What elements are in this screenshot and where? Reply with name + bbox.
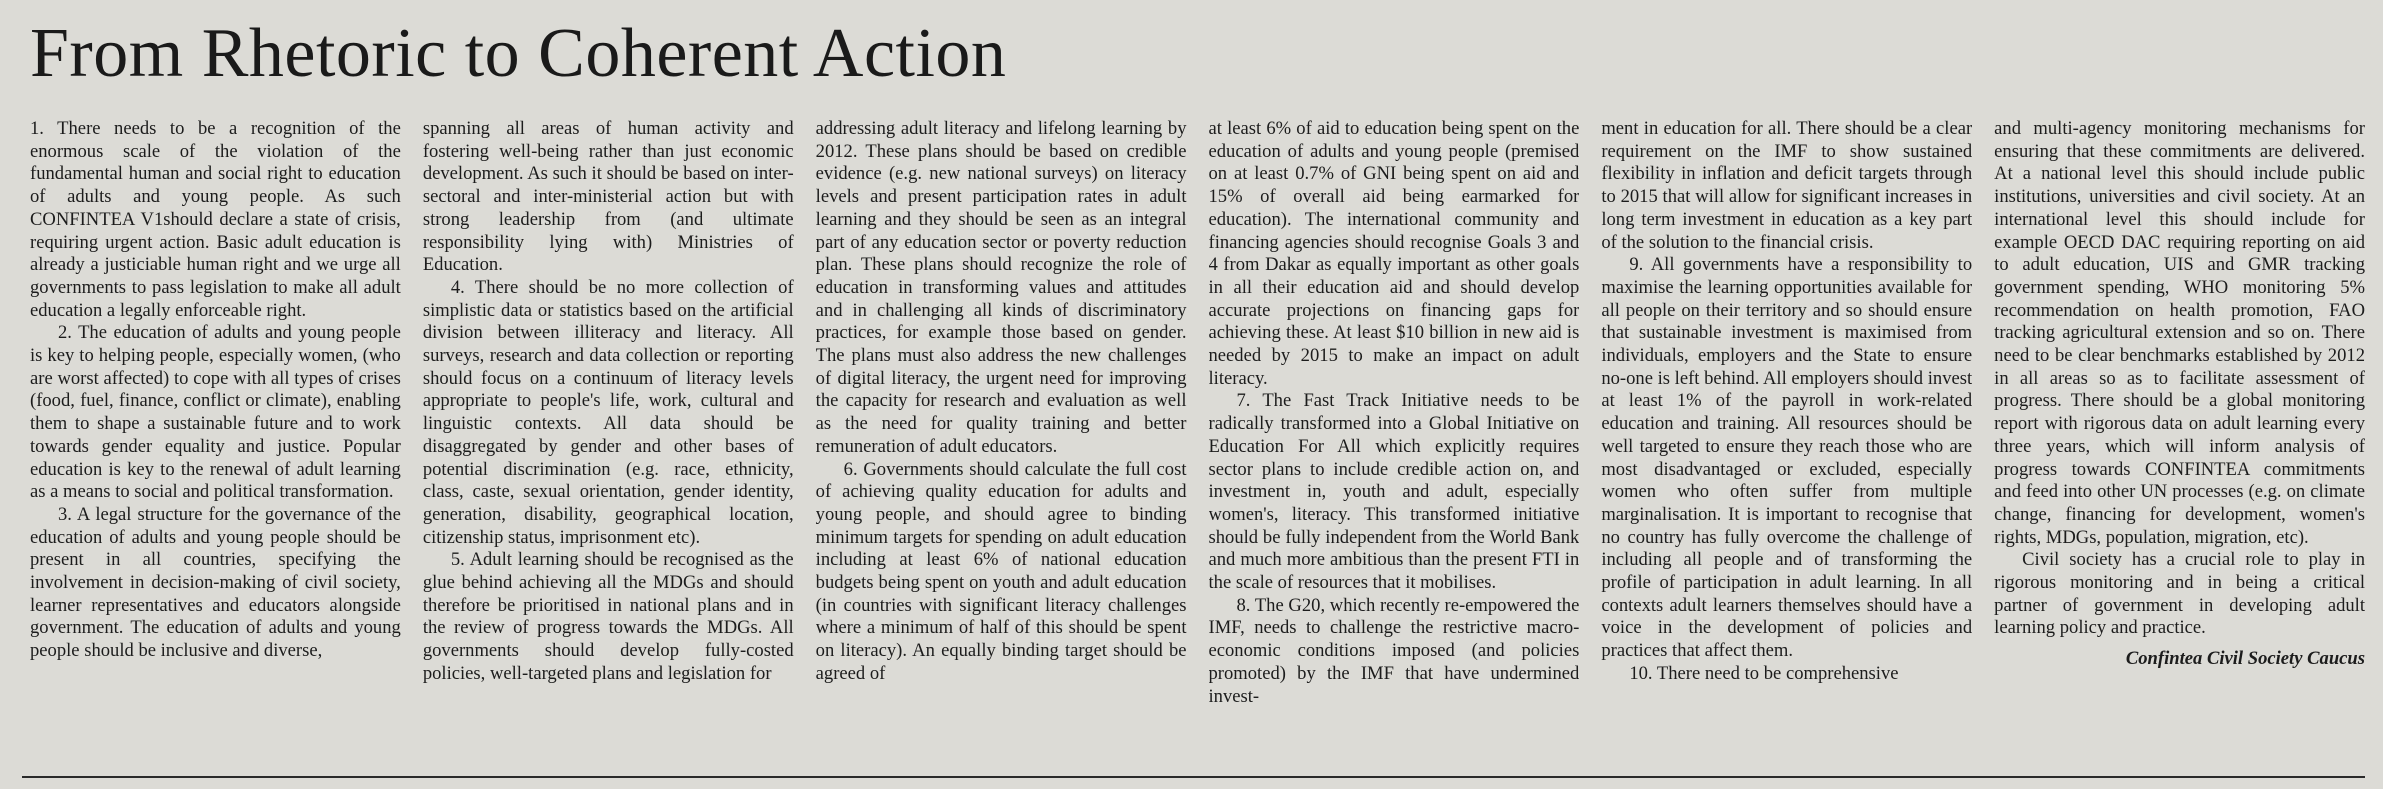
paragraph: 8. The G20, which recently re-empowered the IMF, needs to challenge the restrictive macro-economic conditions imposed (and policies promoted) by the IMF that have undermined invest- xyxy=(1208,594,1580,707)
paragraph: 9. All governments have a responsibility to maximise the learning opportunities available for all people on their territory and so should ensure that sustainable investment is maximised from individuals, employers and the State to ensure no-one is left behind. All employers should invest at least 1% of the payroll in work-related education and training. All resources should be well targeted to ensure they reach those who are most disadvantaged or excluded, especially women who often suffer from multiple marginalisation. It is important to recognise that no country has fully overcome the challenge of including all people and of transforming the profile of participation in adult learning. In all contexts adult learners themselves should have a voice in the development of policies and practices that affect them. xyxy=(1601,254,1973,662)
article-body xyxy=(30,118,2365,768)
paragraph: Civil society has a crucial role to play in rigorous monitoring and in being a critical partner of government in developing adult learning policy and practice. xyxy=(1994,549,2365,639)
paragraph: 5. Adult learning should be recognised as the glue behind achieving all the MDGs and should therefore be prioritised in national plans and in the review of progress towards the MDGs. All governments should develop fully-costed policies, well-targeted plans and legislation for xyxy=(422,549,794,684)
paragraph: 3. A legal structure for the governance of the education of adults and young people should be present in all countries, specifying the involvement in decision-making of civil society, learner representatives and educators alongside government. The education of adults and young people should be inclusive and diverse, xyxy=(30,503,401,662)
paragraph: 2. The education of adults and young people is key to helping people, especially women, (who are worst affected) to cope with all types of crises (food, fuel, finance, conflict or climate), enabling them to shape a sustainable future and to work towards gender equality and justice. Popular education is key to the renewal of adult learning as a means to social and political transformation. xyxy=(30,322,401,503)
article-column-4 xyxy=(1209,118,1580,768)
paragraph: and multi-agency monitoring mechanisms for ensuring that these commitments are delivered. At a national level this should include public institutions, universities and civil society. At an international level this should include for example OECD DAC requiring reporting on aid to adult education, UIS and GMR tracking government spending, WHO monitoring 5% recommendation on health promotion, FAO tracking agricultural extension and so on. There need to be clear benchmarks established by 2012 in all areas so as to facilitate assessment of progress. There should be a global monitoring report with rigorous data on adult learning every three years, which will inform analysis of progress towards CONFINTEA commitments and feed into other UN processes (e.g. on climate change, financing for development, women's rights, MDGs, population, migration, etc). xyxy=(1994,118,2365,548)
article-column-5 xyxy=(1601,118,1972,768)
paragraph: 10. There need to be comprehensive xyxy=(1629,662,1899,684)
paragraph: 6. Governments should calculate the full cost of achieving quality education for adults and young people, and should agree to binding minimum targets for spending on adult education including at least 6% of national education budgets being spent on youth and adult education (in countries with significant literacy challenges where a minimum of half of this should be spent on literacy). An equally binding target should be agreed of xyxy=(815,458,1187,684)
bottom-rule xyxy=(22,776,2365,778)
article-column-2 xyxy=(423,118,794,768)
paragraph: spanning all areas of human activity and fostering well-being rather than just economic development. As such it should be based on inter-sectoral and inter-ministerial action but with strong leadership from (and ultimate responsibility lying with) Ministries of Education. xyxy=(422,118,794,276)
article-column-3 xyxy=(816,118,1187,768)
paragraph: 1. There needs to be a recognition of the enormous scale of the violation of the fundamental human and social right to education of adults and young people. As such CONFINTEA V1should declare a state of crisis, requiring urgent action. Basic adult education is already a justiciable human right and we urge all governments to pass legislation to make all adult education a legally enforceable right. xyxy=(30,118,401,321)
headline: From Rhetoric to Coherent Action xyxy=(30,15,1007,92)
paragraph: ment in education for all. There should be a clear requirement on the IMF to show sustained flexibility in inflation and deficit targets through to 2015 that will allow for significant increases in long term investment in education as a key part of the solution to the financial crisis. xyxy=(1601,118,1973,253)
paragraph: addressing adult literacy and lifelong learning by 2012. These plans should be based on credible evidence (e.g. new national surveys) on literacy levels and present participation rates in adult learning and they should be seen as an integral part of any education sector or poverty reduction plan. These plans should recognize the role of education in transforming values and attitudes and in challenging all kinds of discriminatory practices, for example those based on gender. The plans must also address the new challenges of digital literacy, the urgent need for improving the capacity for research and evaluation as well as the need for quality training and better remuneration of adult educators. xyxy=(815,118,1187,457)
article-column-1 xyxy=(30,118,401,768)
article-column-6 xyxy=(1994,118,2365,768)
paragraph: 7. The Fast Track Initiative needs to be radically transformed into a Global Initiative on Education For All which explicitly requires sector plans to include credible action on, and investment in, youth and adult, especially women's, literacy. This transformed initiative should be fully independent from the World Bank and much more ambitious than the present FTI in the scale of resources that it mobilises. xyxy=(1208,390,1580,594)
paragraph: 4. There should be no more collection of simplistic data or statistics based on the artificial division between illiteracy and literacy. All surveys, research and data collection or reporting should focus on a continuum of literacy levels appropriate to people's life, work, cultural and linguistic contexts. All data should be disaggregated by gender and other bases of potential discrimination (e.g. race, ethnicity, class, caste, sexual orientation, gender identity, generation, disability, geographical location, citizenship status, imprisonment etc). xyxy=(422,276,794,548)
byline: Confintea Civil Society Caucus xyxy=(2125,648,2365,670)
paragraph: at least 6% of aid to education being spent on the education of adults and young people (premised on at least 0.7% of GNI being spent on aid and 15% of overall aid being earmarked for education). The international community and financing agencies should recognise Goals 3 and 4 from Dakar as equally important as other goals in all their education aid and should develop accurate projections on financing gaps for achieving these. At least $10 billion in new aid is needed by 2015 to make an impact on adult literacy. xyxy=(1208,118,1580,389)
